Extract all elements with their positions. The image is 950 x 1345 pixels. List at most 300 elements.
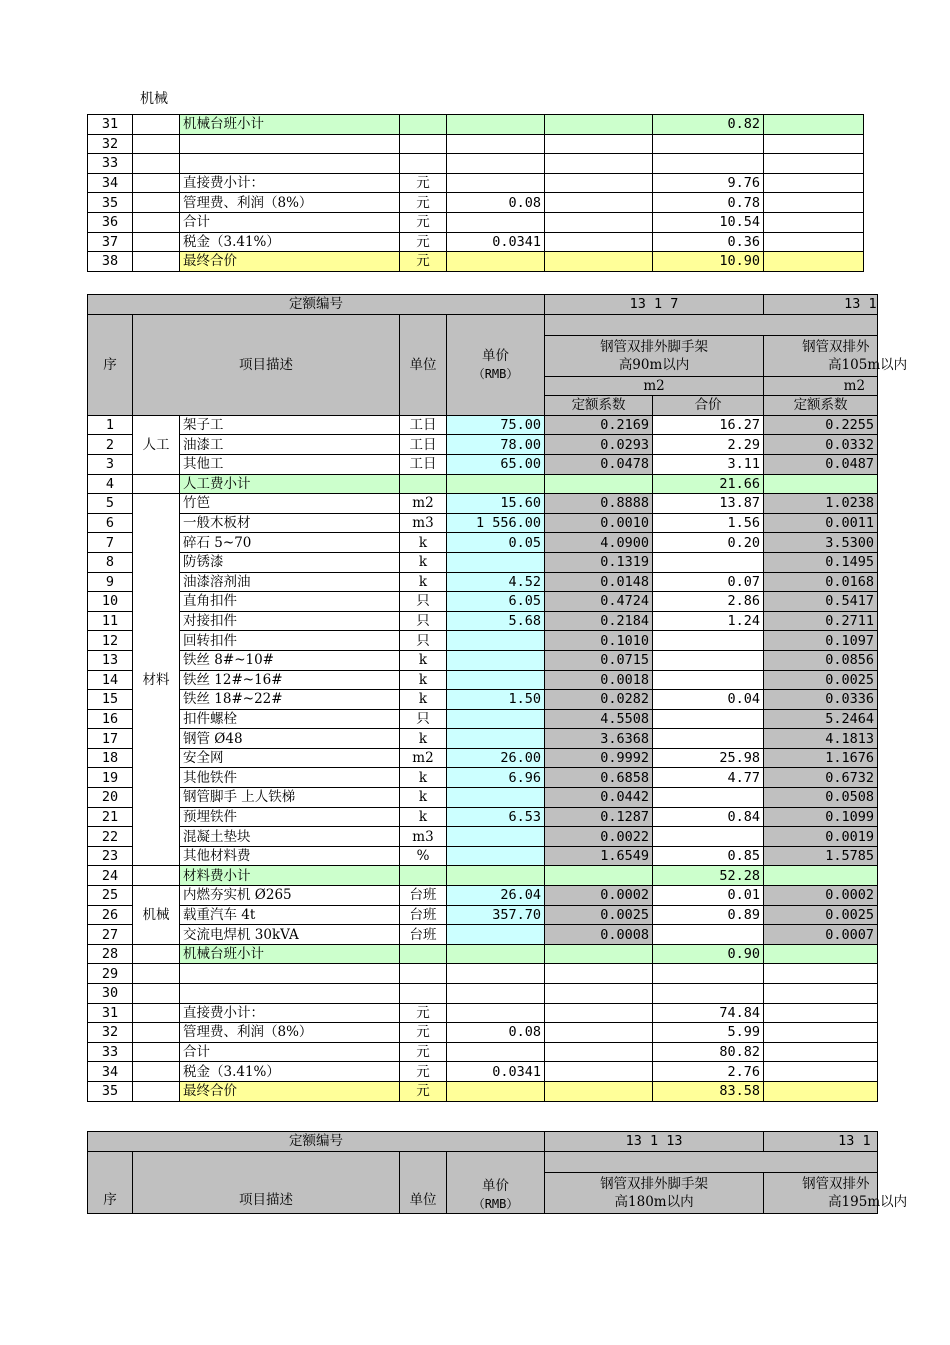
item-description: 竹笆 bbox=[180, 494, 400, 514]
table-row bbox=[88, 905, 878, 925]
row-number: 28 bbox=[88, 944, 133, 964]
row-number: 3 bbox=[88, 454, 133, 474]
item-description: 回转扣件 bbox=[180, 631, 400, 651]
row-number: 9 bbox=[88, 572, 133, 592]
item-unit: 只 bbox=[400, 592, 447, 612]
table-row bbox=[88, 768, 878, 788]
item-unit bbox=[400, 944, 447, 964]
item-total: 10.90 bbox=[653, 252, 764, 272]
item-extra bbox=[764, 193, 864, 213]
quota-label-3: 定额编号 bbox=[88, 1132, 545, 1152]
item-unit: 工日 bbox=[400, 435, 447, 455]
col-header-price-sub: （RMB） bbox=[472, 366, 519, 381]
category-cell bbox=[133, 984, 180, 1004]
quota-code-b: 13 1 bbox=[764, 295, 878, 315]
table-row bbox=[88, 572, 878, 592]
item-description: 防锈漆 bbox=[180, 552, 400, 572]
row-number: 14 bbox=[88, 670, 133, 690]
row-number: 8 bbox=[88, 552, 133, 572]
table-row bbox=[88, 846, 878, 866]
item-total: 0.20 bbox=[653, 533, 764, 553]
item-description: 对接扣件 bbox=[180, 611, 400, 631]
item-description: 铁丝 12#~16# bbox=[180, 670, 400, 690]
item-price bbox=[447, 846, 545, 866]
table-row bbox=[88, 1062, 878, 1082]
item-total: 0.07 bbox=[653, 572, 764, 592]
item-description: 管理费、利润（8%） bbox=[180, 193, 400, 213]
item-coef-b: 0.1099 bbox=[764, 807, 878, 827]
item-price: 5.68 bbox=[447, 611, 545, 631]
item-coef-b: 0.0025 bbox=[764, 670, 878, 690]
item-price: 75.00 bbox=[447, 415, 545, 435]
item-coef-b: 4.1813 bbox=[764, 729, 878, 749]
item-total: 21.66 bbox=[653, 474, 764, 494]
item-description: 直角扣件 bbox=[180, 592, 400, 612]
item-total bbox=[653, 788, 764, 808]
item-description: 其他材料费 bbox=[180, 846, 400, 866]
row-number: 36 bbox=[88, 212, 133, 232]
item-coef bbox=[545, 252, 653, 272]
item-coef: 3.6368 bbox=[545, 729, 653, 749]
uom-a: m2 bbox=[545, 376, 764, 396]
item-price: 26.00 bbox=[447, 748, 545, 768]
item-total: 0.89 bbox=[653, 905, 764, 925]
item-total: 80.82 bbox=[653, 1042, 764, 1062]
row-number: 30 bbox=[88, 984, 133, 1004]
item-unit: k bbox=[400, 768, 447, 788]
item-description: 合计 bbox=[180, 212, 400, 232]
table-row bbox=[88, 866, 878, 886]
item-b-title: 钢管双排外 高105m以内 bbox=[764, 335, 878, 376]
item-total bbox=[653, 134, 764, 154]
item-total: 0.90 bbox=[653, 944, 764, 964]
row-number: 12 bbox=[88, 631, 133, 651]
item-coef bbox=[545, 212, 653, 232]
table-row bbox=[88, 1023, 878, 1043]
item-coef-b bbox=[764, 1062, 878, 1082]
row-number: 11 bbox=[88, 611, 133, 631]
table-row bbox=[88, 474, 878, 494]
item-description: 最终合价 bbox=[180, 252, 400, 272]
table-row bbox=[88, 964, 878, 984]
item-coef-b: 1.0238 bbox=[764, 494, 878, 514]
row-number: 1 bbox=[88, 415, 133, 435]
item-coef bbox=[545, 173, 653, 193]
item-description: 直接费小计： bbox=[180, 1003, 400, 1023]
item-unit: 元 bbox=[400, 173, 447, 193]
item-extra bbox=[764, 134, 864, 154]
row-number: 29 bbox=[88, 964, 133, 984]
col-header-price-label: 单价 bbox=[482, 347, 510, 364]
table-row bbox=[88, 533, 878, 553]
item-extra bbox=[764, 173, 864, 193]
item-coef bbox=[545, 944, 653, 964]
table-row bbox=[88, 709, 878, 729]
item-unit bbox=[400, 134, 447, 154]
item-price bbox=[447, 964, 545, 984]
table-row bbox=[88, 513, 878, 533]
quota-code-a-3: 13 1 13 bbox=[545, 1132, 764, 1152]
item-total bbox=[653, 670, 764, 690]
item-a-title-3: 钢管双排外脚手架 高180m以内 bbox=[545, 1172, 764, 1213]
col-header-desc: 项目描述 bbox=[133, 314, 400, 415]
top-category-label: 机械 bbox=[140, 91, 168, 107]
item-coef-b: 0.0856 bbox=[764, 650, 878, 670]
item-coef-b: 0.0002 bbox=[764, 886, 878, 906]
item-coef-b: 5.2464 bbox=[764, 709, 878, 729]
item-unit: 元 bbox=[400, 212, 447, 232]
item-coef bbox=[545, 1042, 653, 1062]
row-number: 15 bbox=[88, 690, 133, 710]
table-row bbox=[88, 212, 864, 232]
item-unit: k bbox=[400, 807, 447, 827]
item-coef: 0.0010 bbox=[545, 513, 653, 533]
item-price: 0.08 bbox=[447, 1023, 545, 1043]
item-unit: k bbox=[400, 650, 447, 670]
item-total: 0.84 bbox=[653, 807, 764, 827]
row-number: 10 bbox=[88, 592, 133, 612]
table-row bbox=[88, 454, 878, 474]
row-number: 34 bbox=[88, 173, 133, 193]
item-price: 65.00 bbox=[447, 454, 545, 474]
item-price bbox=[447, 1042, 545, 1062]
item-description: 钢管 Ø48 bbox=[180, 729, 400, 749]
item-coef bbox=[545, 964, 653, 984]
item-coef-b: 0.1097 bbox=[764, 631, 878, 651]
item-description: 油漆溶剂油 bbox=[180, 572, 400, 592]
item-price bbox=[447, 866, 545, 886]
item-unit bbox=[400, 964, 447, 984]
item-extra bbox=[764, 252, 864, 272]
item-a-title: 钢管双排外脚手架 高90m以内 bbox=[545, 335, 764, 376]
table-row bbox=[88, 115, 864, 135]
item-total bbox=[653, 729, 764, 749]
col-header-desc-3: 项目描述 bbox=[133, 1151, 400, 1213]
item-unit: k bbox=[400, 552, 447, 572]
quota-table-3-wrapper bbox=[87, 1131, 908, 1223]
item-total: 3.11 bbox=[653, 454, 764, 474]
row-number: 27 bbox=[88, 925, 133, 945]
coef-header: 定额系数 bbox=[545, 396, 653, 416]
table-row bbox=[88, 552, 878, 572]
item-coef: 0.0293 bbox=[545, 435, 653, 455]
table-row bbox=[88, 670, 878, 690]
item-price bbox=[447, 925, 545, 945]
col-header-unit-3: 单位 bbox=[400, 1151, 447, 1213]
item-total: 1.24 bbox=[653, 611, 764, 631]
table-row bbox=[88, 435, 878, 455]
item-coef: 0.4724 bbox=[545, 592, 653, 612]
category-label: 材料 bbox=[133, 494, 180, 866]
item-description: 一般木板材 bbox=[180, 513, 400, 533]
item-unit bbox=[400, 115, 447, 135]
category-cell bbox=[133, 1023, 180, 1043]
item-price bbox=[447, 709, 545, 729]
item-coef bbox=[545, 1023, 653, 1043]
item-coef-b: 0.2711 bbox=[764, 611, 878, 631]
col-header-no-3: 序 bbox=[88, 1151, 133, 1213]
item-price: 6.96 bbox=[447, 768, 545, 788]
table-row bbox=[88, 232, 864, 252]
item-unit: 台班 bbox=[400, 905, 447, 925]
item-price bbox=[447, 631, 545, 651]
item-coef: 1.6549 bbox=[545, 846, 653, 866]
quota-label: 定额编号 bbox=[88, 295, 545, 315]
item-coef-b: 0.2255 bbox=[764, 415, 878, 435]
table-row bbox=[88, 415, 878, 435]
item-coef-b: 3.5300 bbox=[764, 533, 878, 553]
item-price bbox=[447, 670, 545, 690]
item-description bbox=[180, 984, 400, 1004]
item-unit: m2 bbox=[400, 748, 447, 768]
item-unit: % bbox=[400, 846, 447, 866]
item-coef-b: 0.0025 bbox=[764, 905, 878, 925]
item-description: 最终合价 bbox=[180, 1081, 400, 1101]
table-row bbox=[88, 650, 878, 670]
item-unit: 元 bbox=[400, 1023, 447, 1043]
category-cell bbox=[133, 1062, 180, 1082]
item-total: 83.58 bbox=[653, 1081, 764, 1101]
item-total bbox=[653, 154, 764, 174]
table-row bbox=[88, 788, 878, 808]
item-coef bbox=[545, 154, 653, 174]
item-unit: 元 bbox=[400, 1081, 447, 1101]
item-price: 26.04 bbox=[447, 886, 545, 906]
item-coef: 0.1010 bbox=[545, 631, 653, 651]
table-row bbox=[88, 944, 878, 964]
item-coef-b bbox=[764, 964, 878, 984]
item-description: 管理费、利润（8%） bbox=[180, 1023, 400, 1043]
item-price bbox=[447, 212, 545, 232]
item-description: 油漆工 bbox=[180, 435, 400, 455]
item-coef bbox=[545, 193, 653, 213]
item-total: 9.76 bbox=[653, 173, 764, 193]
item-price bbox=[447, 827, 545, 847]
category-cell bbox=[133, 134, 180, 154]
row-number: 18 bbox=[88, 748, 133, 768]
item-coef-b: 0.0508 bbox=[764, 788, 878, 808]
item-price bbox=[447, 552, 545, 572]
item-coef: 0.0148 bbox=[545, 572, 653, 592]
item-coef-b: 1.5785 bbox=[764, 846, 878, 866]
item-coef-b: 0.0487 bbox=[764, 454, 878, 474]
item-unit: k bbox=[400, 729, 447, 749]
item-unit: 元 bbox=[400, 1042, 447, 1062]
row-number: 2 bbox=[88, 435, 133, 455]
table-row bbox=[88, 1003, 878, 1023]
item-price bbox=[447, 134, 545, 154]
table-row bbox=[88, 631, 878, 651]
item-description: 税金（3.41%） bbox=[180, 1062, 400, 1082]
table-row bbox=[88, 925, 878, 945]
item-price bbox=[447, 984, 545, 1004]
table-row bbox=[88, 984, 878, 1004]
item-unit: k bbox=[400, 788, 447, 808]
item-coef: 4.0900 bbox=[545, 533, 653, 553]
quota-table-2-wrapper bbox=[87, 294, 908, 1110]
row-number: 31 bbox=[88, 115, 133, 135]
table-row bbox=[88, 173, 864, 193]
item-description: 架子工 bbox=[180, 415, 400, 435]
item-coef-b: 1.1676 bbox=[764, 748, 878, 768]
category-cell bbox=[133, 866, 180, 886]
category-cell bbox=[133, 964, 180, 984]
item-coef-b: 0.6732 bbox=[764, 768, 878, 788]
item-coef-b: 0.0336 bbox=[764, 690, 878, 710]
item-unit: 台班 bbox=[400, 925, 447, 945]
item-extra bbox=[764, 212, 864, 232]
item-description bbox=[180, 134, 400, 154]
row-number: 35 bbox=[88, 193, 133, 213]
row-number: 32 bbox=[88, 1023, 133, 1043]
item-total: 13.87 bbox=[653, 494, 764, 514]
table-row bbox=[88, 690, 878, 710]
item-total: 1.56 bbox=[653, 513, 764, 533]
row-number: 7 bbox=[88, 533, 133, 553]
table-row bbox=[88, 494, 878, 514]
row-number: 6 bbox=[88, 513, 133, 533]
item-description: 人工费小计 bbox=[180, 474, 400, 494]
item-price bbox=[447, 154, 545, 174]
row-number: 31 bbox=[88, 1003, 133, 1023]
item-price: 0.0341 bbox=[447, 1062, 545, 1082]
item-total: 0.82 bbox=[653, 115, 764, 135]
item-coef: 0.0022 bbox=[545, 827, 653, 847]
table-row bbox=[88, 592, 878, 612]
uom-b: m2 bbox=[764, 376, 878, 396]
row-number: 21 bbox=[88, 807, 133, 827]
item-coef-b bbox=[764, 984, 878, 1004]
item-unit: m3 bbox=[400, 513, 447, 533]
item-total: 0.36 bbox=[653, 232, 764, 252]
item-description: 安全网 bbox=[180, 748, 400, 768]
row-number: 23 bbox=[88, 846, 133, 866]
row-number: 5 bbox=[88, 494, 133, 514]
item-coef-b: 0.0019 bbox=[764, 827, 878, 847]
table-row bbox=[88, 1081, 878, 1101]
table-row bbox=[88, 134, 864, 154]
item-coef: 0.6858 bbox=[545, 768, 653, 788]
item-description bbox=[180, 964, 400, 984]
item-description: 钢管脚手 上人铁梯 bbox=[180, 788, 400, 808]
item-coef-b bbox=[764, 1003, 878, 1023]
item-coef-b: 0.0168 bbox=[764, 572, 878, 592]
item-coef bbox=[545, 115, 653, 135]
item-description: 税金（3.41%） bbox=[180, 232, 400, 252]
item-total: 2.76 bbox=[653, 1062, 764, 1082]
item-extra bbox=[764, 232, 864, 252]
quota-code-a: 13 1 7 bbox=[545, 295, 764, 315]
item-description: 内燃夯实机 Ø265 bbox=[180, 886, 400, 906]
item-total: 0.04 bbox=[653, 690, 764, 710]
item-coef-b: 0.5417 bbox=[764, 592, 878, 612]
item-coef bbox=[545, 866, 653, 886]
item-unit: k bbox=[400, 670, 447, 690]
table-row bbox=[88, 807, 878, 827]
item-coef-b bbox=[764, 1081, 878, 1101]
item-total: 10.54 bbox=[653, 212, 764, 232]
item-unit: m2 bbox=[400, 494, 447, 514]
item-unit: 元 bbox=[400, 1003, 447, 1023]
row-number: 25 bbox=[88, 886, 133, 906]
item-description: 扣件螺栓 bbox=[180, 709, 400, 729]
item-coef-b bbox=[764, 944, 878, 964]
row-number: 33 bbox=[88, 154, 133, 174]
table-row bbox=[88, 252, 864, 272]
row-number: 26 bbox=[88, 905, 133, 925]
row-number: 22 bbox=[88, 827, 133, 847]
table-row bbox=[88, 748, 878, 768]
category-cell bbox=[133, 115, 180, 135]
row-number: 38 bbox=[88, 252, 133, 272]
category-cell bbox=[133, 944, 180, 964]
quota-code-b-3: 13 1 bbox=[764, 1132, 878, 1152]
item-description: 机械台班小计 bbox=[180, 944, 400, 964]
item-unit bbox=[400, 154, 447, 174]
item-unit bbox=[400, 984, 447, 1004]
item-unit: k bbox=[400, 572, 447, 592]
item-price: 0.0341 bbox=[447, 232, 545, 252]
item-extra bbox=[764, 115, 864, 135]
item-unit: 元 bbox=[400, 1062, 447, 1082]
item-coef: 0.0008 bbox=[545, 925, 653, 945]
item-coef bbox=[545, 984, 653, 1004]
item-total: 4.77 bbox=[653, 768, 764, 788]
row-number: 20 bbox=[88, 788, 133, 808]
item-unit: k bbox=[400, 533, 447, 553]
item-total: 5.99 bbox=[653, 1023, 764, 1043]
table-row bbox=[88, 154, 864, 174]
item-coef bbox=[545, 1003, 653, 1023]
item-description: 直接费小计： bbox=[180, 173, 400, 193]
item-coef-b bbox=[764, 866, 878, 886]
item-price bbox=[447, 729, 545, 749]
item-price: 4.52 bbox=[447, 572, 545, 592]
summary-table-1 bbox=[87, 114, 864, 272]
item-price bbox=[447, 173, 545, 193]
item-total: 25.98 bbox=[653, 748, 764, 768]
item-total: 0.01 bbox=[653, 886, 764, 906]
coef-header-b: 定额系数 bbox=[764, 396, 878, 416]
item-coef: 0.0715 bbox=[545, 650, 653, 670]
category-label: 人工 bbox=[133, 415, 180, 474]
item-unit: 只 bbox=[400, 709, 447, 729]
item-coef: 0.0018 bbox=[545, 670, 653, 690]
item-total bbox=[653, 631, 764, 651]
item-description: 其他工 bbox=[180, 454, 400, 474]
item-total bbox=[653, 827, 764, 847]
quota-table-3 bbox=[87, 1131, 908, 1214]
item-coef bbox=[545, 232, 653, 252]
item-coef: 0.0478 bbox=[545, 454, 653, 474]
row-number: 37 bbox=[88, 232, 133, 252]
row-number: 16 bbox=[88, 709, 133, 729]
item-description: 铁丝 18#~22# bbox=[180, 690, 400, 710]
item-description: 机械台班小计 bbox=[180, 115, 400, 135]
item-coef bbox=[545, 1081, 653, 1101]
category-cell bbox=[133, 212, 180, 232]
item-total bbox=[653, 925, 764, 945]
blank-header-row bbox=[545, 314, 878, 335]
row-number: 24 bbox=[88, 866, 133, 886]
col-header-price-3: 单价 （RMB） bbox=[447, 1151, 545, 1213]
item-extra bbox=[764, 154, 864, 174]
item-unit: k bbox=[400, 690, 447, 710]
row-number: 35 bbox=[88, 1081, 133, 1101]
category-cell bbox=[133, 154, 180, 174]
item-price: 15.60 bbox=[447, 494, 545, 514]
category-cell bbox=[133, 173, 180, 193]
